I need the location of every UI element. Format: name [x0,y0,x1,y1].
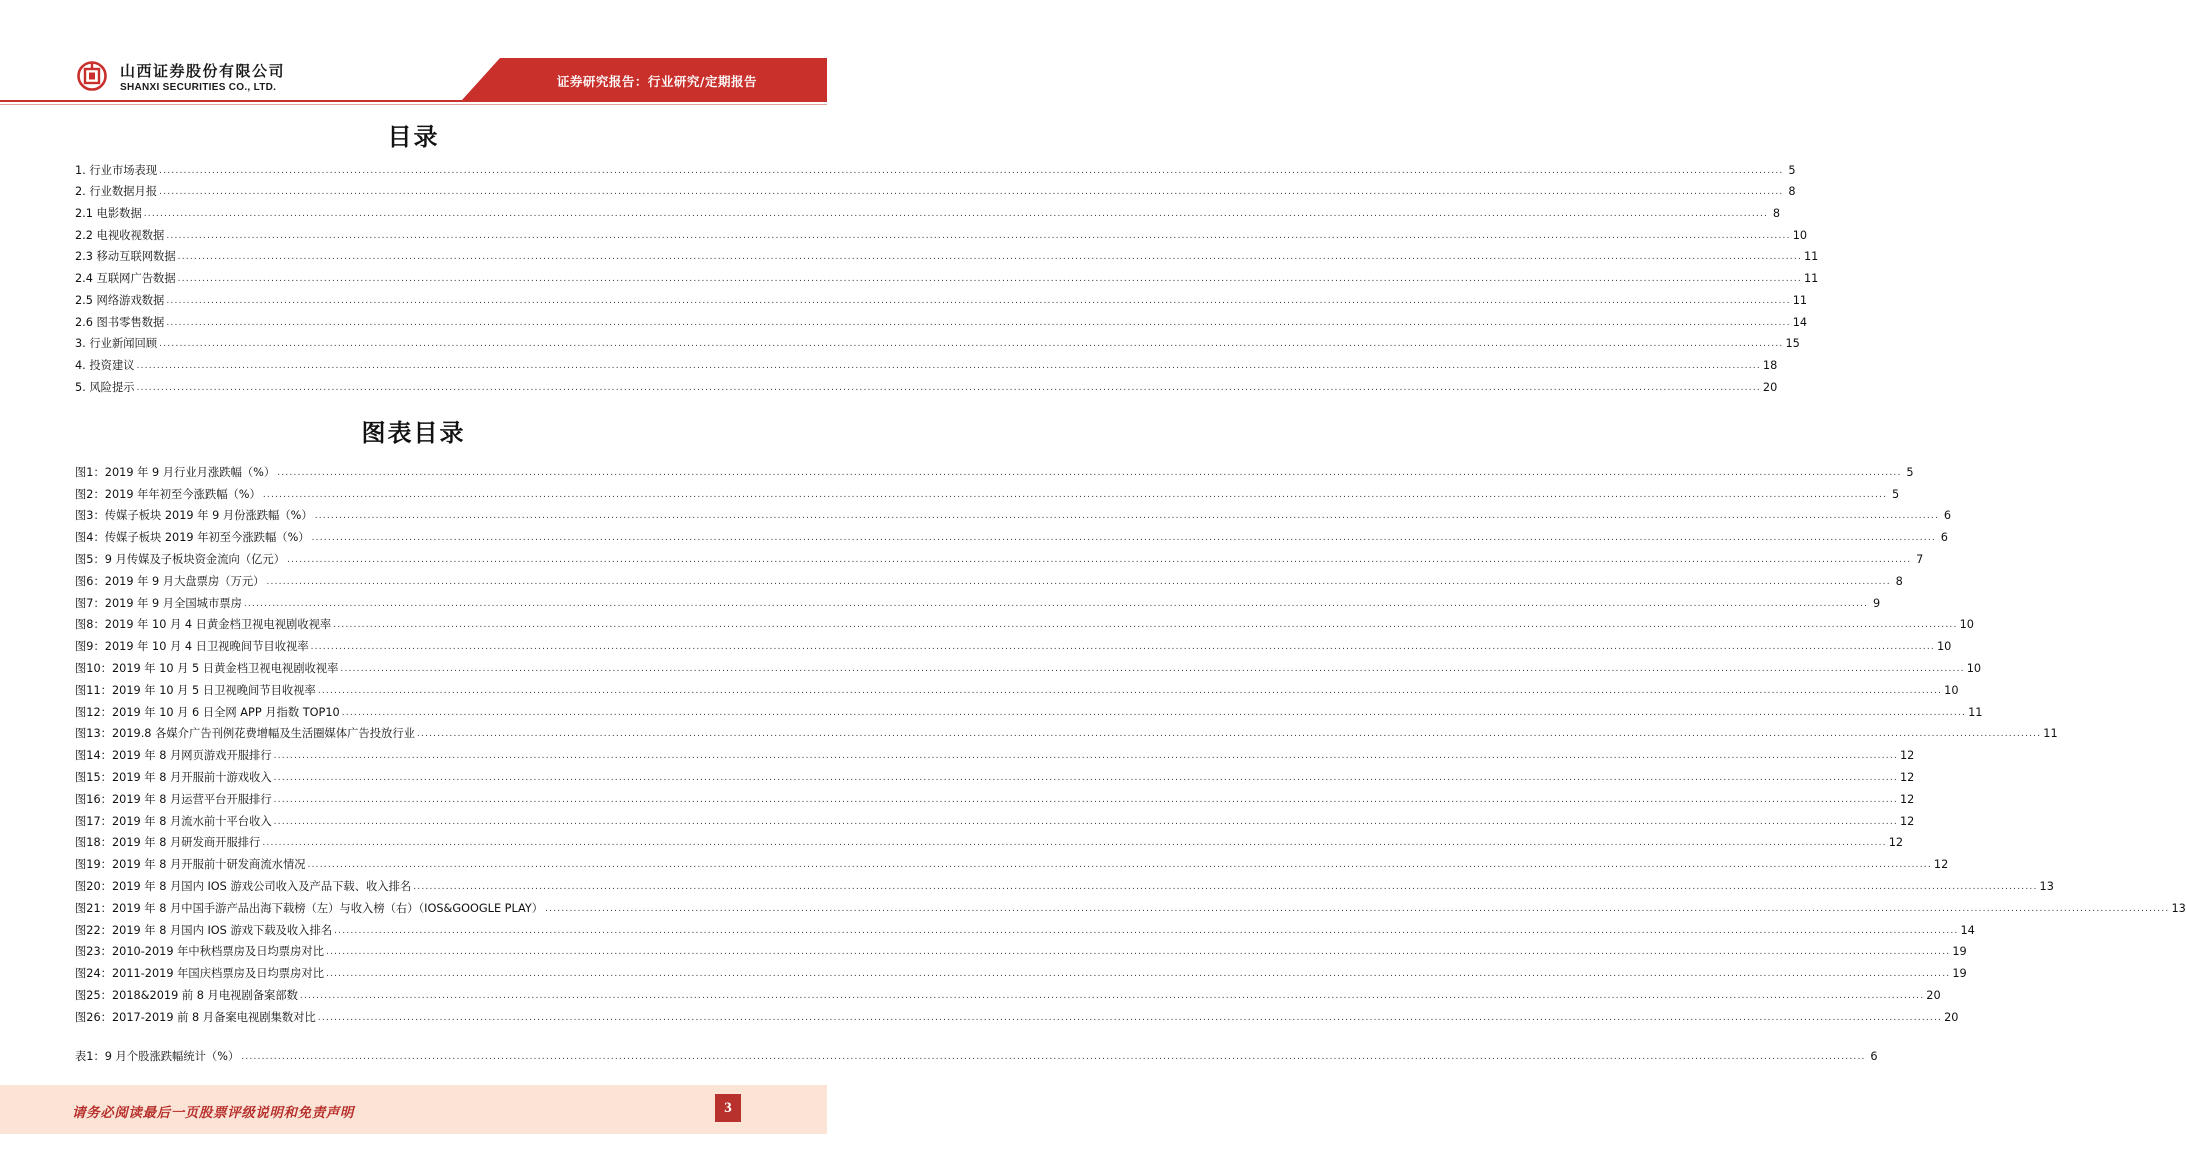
figure-entry-label: 图6：2019 年 9 月大盘票房（万元） [75,574,265,588]
figure-entry-label: 图15：2019 年 8 月开服前十游戏收入 [75,770,272,784]
figure-entry[interactable] [75,632,1952,654]
figure-entry-label: 图8：2019 年 10 月 4 日黄金档卫视电视剧收视率 [75,618,332,632]
dot-leader: ................................................................................................................................................................................................................................................................................................................................................................................................................ [262,489,1888,500]
table-entry-page: 6 [1870,1049,1878,1063]
dot-leader: ................................................................................................................................................................................................................................................................................................................................................................................................................ [545,903,2170,914]
figure-entry[interactable] [75,545,1924,567]
toc-entry[interactable] [75,373,1778,395]
figure-entry-page: 9 [1873,596,1881,610]
toc-entry-label: 2.4 互联网广告数据 [75,272,176,286]
figure-entry-label: 图17：2019 年 8 月流水前十平台收入 [75,814,272,828]
toc-entry[interactable] [75,221,1808,243]
figure-entry[interactable] [75,741,1915,763]
figure-entry-page: 10 [1936,640,1952,654]
figure-entry[interactable] [75,654,1982,676]
toc-entry-page: 10 [1792,228,1808,242]
toc-entry[interactable] [75,264,1819,286]
figure-entry[interactable] [75,502,1952,524]
figure-entry-label: 图1：2019 年 9 月行业月涨跌幅（%） [75,465,276,479]
dot-leader: ................................................................................................................................................................................................................................................................................................................................................................................................................ [299,990,1925,1001]
toc-entry[interactable] [75,286,1808,308]
figure-entry-label: 图4：传媒子板块 2019 年初至今涨跌幅（%） [75,531,310,545]
figure-entry[interactable] [75,720,2058,742]
figure-entry[interactable] [75,567,1903,589]
figure-entry-label: 图12：2019 年 10 月 6 日全网 APP 月指数 TOP10 [75,705,340,719]
figure-entry[interactable] [75,850,1949,872]
figure-entry-label: 图7：2019 年 9 月全国城市票房 [75,596,242,610]
figure-entry-page: 12 [1900,814,1915,828]
figure-index-heading: 图表目录 [361,419,466,447]
figure-entry-label: 图16：2019 年 8 月运营平台开服排行 [75,792,272,806]
figure-entry-label: 图11：2019 年 10 月 5 日卫视晚间节目收视率 [75,683,316,697]
figure-entry-label: 图24：2011-2019 年国庆档票房及日均票房对比 [75,967,324,981]
figure-entry[interactable] [75,458,1914,480]
dot-leader: ................................................................................................................................................................................................................................................................................................................................................................................................................ [166,295,1791,306]
figure-entry[interactable] [75,480,1900,502]
toc-entry-page: 11 [1803,272,1819,286]
dot-leader: ................................................................................................................................................................................................................................................................................................................................................................................................................ [311,533,1936,544]
dot-leader: ................................................................................................................................................................................................................................................................................................................................................................................................................ [243,598,1869,609]
figure-entry[interactable] [75,959,1967,981]
figure-entry-page: 14 [1960,923,1975,937]
dot-leader: ................................................................................................................................................................................................................................................................................................................................................................................................................ [307,860,1932,871]
company-name-en: SHANXI SECURITIES CO., LTD. [120,82,277,93]
dot-leader: ................................................................................................................................................................................................................................................................................................................................................................................................................ [333,620,1958,631]
figure-entry-page: 5 [1906,465,1914,479]
dot-leader: ................................................................................................................................................................................................................................................................................................................................................................................................................ [314,511,1940,522]
figure-entry-page: 13 [2039,879,2054,893]
figure-entry-page: 5 [1891,487,1900,501]
figure-entry[interactable] [75,785,1915,807]
disclaimer-notice: 请务必阅读最后一页股票评级说明和免责声明 [72,1105,354,1121]
figure-entry-label: 图26：2017-2019 前 8 月备案电视剧集数对比 [75,1010,316,1024]
dot-leader: ................................................................................................................................................................................................................................................................................................................................................................................................................ [177,274,1802,285]
toc-entry[interactable] [75,156,1796,178]
figure-entry[interactable] [75,981,1941,1003]
figure-entry-label: 图3：传媒子板块 2019 年 9 月份涨跌幅（%） [75,509,313,523]
figure-entry-page: 12 [1888,836,1904,850]
dot-leader: ................................................................................................................................................................................................................................................................................................................................................................................................................ [241,1051,1866,1062]
toc-entry-page: 15 [1785,337,1800,351]
toc-entry-label: 1. 行业市场表现 [75,163,158,177]
dot-leader: ................................................................................................................................................................................................................................................................................................................................................................................................................ [166,230,1791,241]
toc-entry[interactable] [75,178,1796,200]
company-logo-icon [77,61,107,91]
toc-entry[interactable] [75,330,1800,352]
figure-entry-page: 10 [1944,683,1959,697]
dot-leader: ................................................................................................................................................................................................................................................................................................................................................................................................................ [334,925,1959,936]
toc-entry-page: 8 [1772,207,1781,221]
dot-leader: ................................................................................................................................................................................................................................................................................................................................................................................................................ [262,838,1887,849]
dot-leader: ................................................................................................................................................................................................................................................................................................................................................................................................................ [159,339,1784,350]
toc-entry-label: 2.5 网络游戏数据 [75,293,165,307]
figure-entry-label: 图13：2019.8 各媒介广告刊例花费增幅及生活圈媒体广告投放行业 [75,727,415,741]
dot-leader: ................................................................................................................................................................................................................................................................................................................................................................................................................ [287,554,1912,565]
figure-entry-page: 8 [1895,574,1903,588]
company-name-cn: 山西证券股份有限公司 [120,62,286,80]
figure-entry-label: 图25：2018&2019 前 8 月电视剧备案部数 [75,988,298,1002]
figure-entry[interactable] [75,763,1915,785]
figure-entry-page: 13 [2171,901,2186,915]
toc-entry-page: 18 [1762,358,1778,372]
figure-entry[interactable] [75,611,1974,633]
figure-entry-label: 图19：2019 年 8 月开服前十研发商流水情况 [75,858,306,872]
figure-entry-label: 图10：2019 年 10 月 5 日黄金档卫视电视剧收视率 [75,661,339,675]
figure-entry[interactable] [75,1003,1959,1025]
dot-leader: ................................................................................................................................................................................................................................................................................................................................................................................................................ [266,576,1891,587]
figure-entry[interactable] [75,698,1983,720]
dot-leader: ................................................................................................................................................................................................................................................................................................................................................................................................................ [159,187,1784,198]
dot-leader: ................................................................................................................................................................................................................................................................................................................................................................................................................ [273,751,1898,762]
figure-entry-label: 图2：2019 年年初至今涨跌幅（%） [75,487,261,501]
toc-entry-label: 4. 投资建议 [75,358,135,372]
figure-entry-label: 图20：2019 年 8 月国内 IOS 游戏公司收入及产品下载、收入排名 [75,879,412,893]
figure-entry-page: 19 [1952,967,1967,981]
toc-entry-label: 2.6 图书零售数据 [75,315,165,329]
dot-leader: ................................................................................................................................................................................................................................................................................................................................................................................................................ [310,642,1935,653]
figure-entry[interactable] [75,916,1975,938]
toc-entry[interactable] [75,351,1778,373]
figure-entry-page: 11 [1968,705,1983,719]
toc-entry[interactable] [75,199,1781,221]
toc-entry-page: 11 [1792,293,1808,307]
figure-entry-label: 图22：2019 年 8 月国内 IOS 游戏下载及收入排名 [75,923,333,937]
dot-leader: ................................................................................................................................................................................................................................................................................................................................................................................................................ [317,685,1943,696]
toc-entry-label: 2.2 电视收视数据 [75,228,165,242]
figure-entry-page: 10 [1966,661,1982,675]
table-entry-label: 表1：9 月个股涨跌幅统计（%） [75,1049,240,1063]
toc-entry-page: 14 [1792,315,1808,329]
figure-entry-page: 20 [1944,1010,1959,1024]
toc-heading: 目录 [387,123,440,151]
figure-entry-page: 10 [1959,618,1974,632]
figure-entry-page: 12 [1900,770,1915,784]
toc-entry[interactable] [75,243,1819,265]
toc-entry-label: 3. 行业新闻回顾 [75,337,158,351]
toc-entry[interactable] [75,308,1808,330]
figure-entry-label: 图21：2019 年 8 月中国手游产品出海下载榜（左）与收入榜（右）（IOS&GOOGLE PLAY） [75,901,544,915]
figure-entry-page: 7 [1916,552,1924,566]
toc-entry-page: 20 [1762,380,1778,394]
figure-entry-label: 图14：2019 年 8 月网页游戏开服排行 [75,749,272,763]
table-entry[interactable] [75,1042,1878,1064]
dot-leader: ................................................................................................................................................................................................................................................................................................................................................................................................................ [143,209,1769,220]
dot-leader: ................................................................................................................................................................................................................................................................................................................................................................................................................ [273,772,1898,783]
figure-entry[interactable] [75,894,2186,916]
figure-entry-page: 20 [1926,988,1941,1002]
dot-leader: ................................................................................................................................................................................................................................................................................................................................................................................................................ [317,1012,1943,1023]
header-rule-thin [0,104,827,105]
figure-entry[interactable] [75,523,1948,545]
dot-leader: ................................................................................................................................................................................................................................................................................................................................................................................................................ [136,382,1761,393]
figure-entry[interactable] [75,829,1904,851]
dot-leader: ................................................................................................................................................................................................................................................................................................................................................................................................................ [277,467,1902,478]
toc-entry-label: 2.1 电影数据 [75,207,142,221]
page-number: 3 [715,1094,741,1122]
dot-leader: ................................................................................................................................................................................................................................................................................................................................................................................................................ [177,252,1802,263]
dot-leader: ................................................................................................................................................................................................................................................................................................................................................................................................................ [326,947,1951,958]
dot-leader: ................................................................................................................................................................................................................................................................................................................................................................................................................ [159,165,1784,176]
report-type-label: 证券研究报告：行业研究/定期报告 [556,74,757,89]
figure-entry[interactable] [75,589,1881,611]
figure-entry[interactable] [75,676,1959,698]
figure-entry-page: 12 [1933,858,1949,872]
toc-entry-label: 2.3 移动互联网数据 [75,250,176,264]
dot-leader: ................................................................................................................................................................................................................................................................................................................................................................................................................ [136,360,1761,371]
figure-entry-page: 6 [1943,509,1952,523]
figure-entry-page: 19 [1952,945,1967,959]
toc-entry-label: 2. 行业数据月报 [75,185,158,199]
page-header [0,0,827,112]
toc-entry-page: 5 [1788,163,1796,177]
figure-entry-page: 12 [1900,792,1915,806]
table-index-list [75,1042,1878,1064]
dot-leader: ................................................................................................................................................................................................................................................................................................................................................................................................................ [273,816,1898,827]
figure-entry-page: 11 [2043,727,2058,741]
figure-entry-label: 图18：2019 年 8 月研发商开服排行 [75,836,261,850]
dot-leader: ................................................................................................................................................................................................................................................................................................................................................................................................................ [166,317,1791,328]
toc-entry-page: 11 [1803,250,1819,264]
dot-leader: ................................................................................................................................................................................................................................................................................................................................................................................................................ [341,707,1967,718]
dot-leader: ................................................................................................................................................................................................................................................................................................................................................................................................................ [416,729,2042,740]
header-rule [0,100,827,102]
dot-leader: ................................................................................................................................................................................................................................................................................................................................................................................................................ [326,969,1951,980]
figure-entry-page: 6 [1940,531,1948,545]
figure-index-list [75,458,2186,1025]
figure-entry-label: 图9：2019 年 10 月 4 日卫视晚间节目收视率 [75,640,309,654]
figure-entry-label: 图23：2010-2019 年中秋档票房及日均票房对比 [75,945,324,959]
figure-entry[interactable] [75,872,2054,894]
toc-entry-label: 5. 风险提示 [75,380,135,394]
figure-entry-page: 12 [1900,749,1915,763]
figure-entry[interactable] [75,938,1967,960]
figure-entry[interactable] [75,807,1915,829]
dot-leader: ................................................................................................................................................................................................................................................................................................................................................................................................................ [413,881,2038,892]
dot-leader: ................................................................................................................................................................................................................................................................................................................................................................................................................ [340,663,1965,674]
toc-list [75,156,1819,395]
toc-entry-page: 8 [1788,185,1796,199]
figure-entry-label: 图5：9 月传媒及子板块资金流向（亿元） [75,552,286,566]
dot-leader: ................................................................................................................................................................................................................................................................................................................................................................................................................ [273,794,1898,805]
